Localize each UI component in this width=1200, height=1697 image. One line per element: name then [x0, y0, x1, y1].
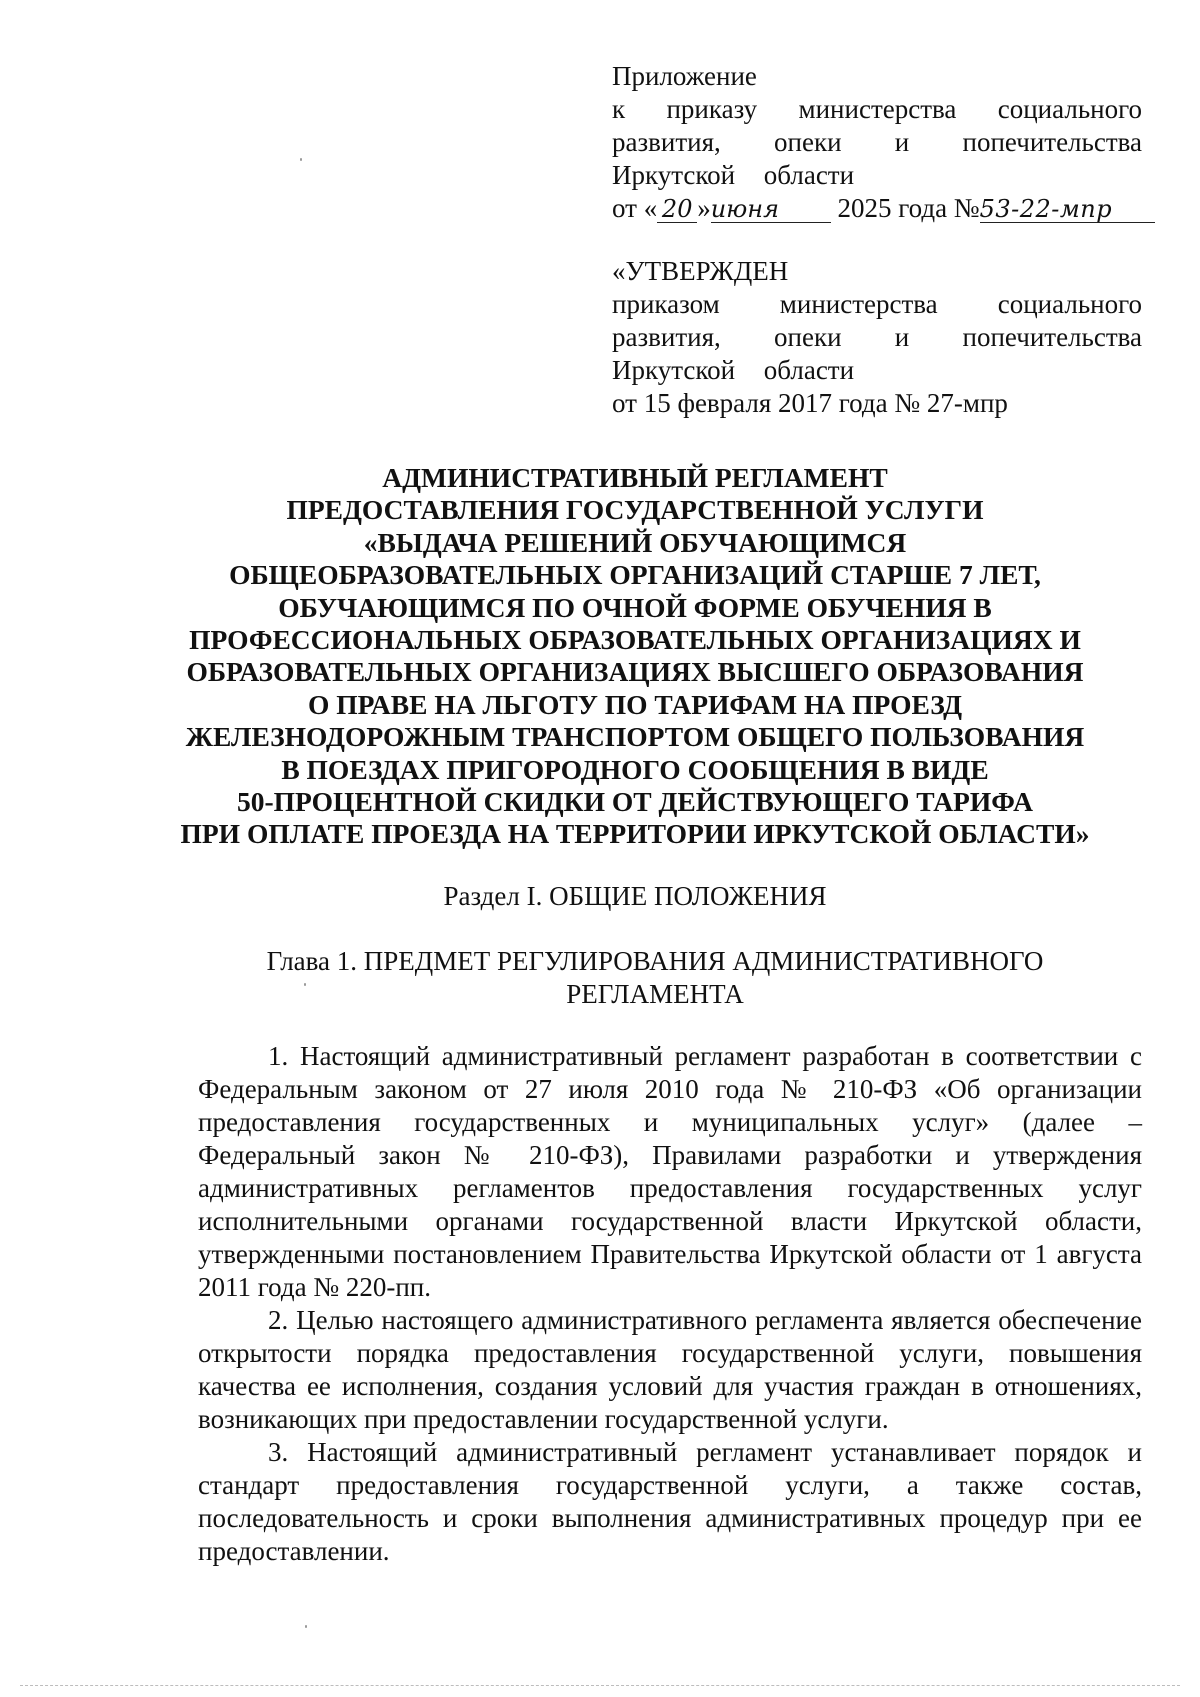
title-line-10: В ПОЕЗДАХ ПРИГОРОДНОГО СООБЩЕНИЯ В ВИДЕ	[281, 753, 989, 785]
title-line-12: ПРИ ОПЛАТЕ ПРОЕЗДА НА ТЕРРИТОРИИ ИРКУТСКОЙ ОБЛАСТИ»	[180, 818, 1090, 850]
title-line-4: ОБЩЕОБРАЗОВАТЕЛЬНЫХ ОРГАНИЗАЦИЙ СТАРШЕ 7 ЛЕТ,	[229, 559, 1041, 591]
approved-line-1: приказом министерства социального	[612, 289, 1142, 319]
paragraph-1: 1. Настоящий административный регламент разработан в соответствии с Федеральным законом от 27 июля 2010 года № 210-ФЗ «Об организации предоставления государственных и муниципальных услуг» (далее – Федеральный закон № 210-ФЗ), Правилами разработки и утверждения административных регламентов предоставления государственных услуг исполнительными органами государственной власти Иркутской области, утвержденными постановлением Правительства Иркутской области от 1 августа 2011 года № 220-пп.	[198, 1041, 1142, 1302]
order-day-handwritten: 20	[657, 196, 697, 223]
title-line-8: О ПРАВЕ НА ЛЬГОТУ ПО ТАРИФАМ НА ПРОЕЗД	[308, 688, 962, 720]
order-number-handwritten: 53-22-мпр	[980, 196, 1155, 223]
appendix-title: Приложение	[612, 61, 757, 91]
approved-line-4: от 15 февраля 2017 года № 27-мпр	[612, 388, 1008, 418]
document-title	[150, 462, 1120, 851]
appendix-line-2: развития, опеки и попечительства	[612, 127, 1142, 157]
title-line-5: ОБУЧАЮЩИМСЯ ПО ОЧНОЙ ФОРМЕ ОБУЧЕНИЯ В	[278, 591, 992, 623]
appendix-block	[612, 60, 1142, 420]
order-year-text: 2025 года №	[837, 193, 980, 223]
paragraph-3: 3. Настоящий административный регламент устанавливает порядок и стандарт предоставления государственной услуги, а также состав, последовательность и сроки выполнения административных процедур при ее предоставлении.	[198, 1437, 1142, 1566]
approved-line-3: Иркутской области	[612, 355, 855, 385]
approved-title: «УТВЕРЖДЕН	[612, 256, 789, 286]
scan-speck	[305, 1625, 307, 1628]
title-line-3: «ВЫДАЧА РЕШЕНИЙ ОБУЧАЮЩИМСЯ	[363, 526, 907, 558]
order-mid: »	[697, 193, 711, 223]
chapter-heading-line-1: Глава 1. ПРЕДМЕТ РЕГУЛИРОВАНИЯ АДМИНИСТРАТИВНОГО	[266, 946, 1044, 976]
title-line-9: ЖЕЛЕЗНОДОРОЖНЫМ ТРАНСПОРТОМ ОБЩЕГО ПОЛЬЗОВАНИЯ	[185, 721, 1085, 753]
scan-speck	[304, 983, 306, 986]
section-heading: Раздел I. ОБЩИЕ ПОЛОЖЕНИЯ	[443, 881, 827, 911]
title-line-2: ПРЕДОСТАВЛЕНИЯ ГОСУДАРСТВЕННОЙ УСЛУГИ	[286, 494, 984, 526]
title-line-11: 50-ПРОЦЕНТНОЙ СКИДКИ ОТ ДЕЙСТВУЮЩЕГО ТАРИФА	[236, 786, 1033, 818]
chapter-heading-line-2: РЕГЛАМЕНТА	[566, 979, 744, 1009]
title-line-1: АДМИНИСТРАТИВНЫЙ РЕГЛАМЕНТ	[382, 462, 888, 493]
appendix-line-3: Иркутской области	[612, 160, 855, 190]
appendix-gap	[612, 225, 1142, 255]
chapter-heading	[190, 945, 1120, 1011]
order-month-handwritten: июня	[711, 196, 831, 223]
scan-edge-line	[20, 1685, 1180, 1686]
title-line-7: ОБРАЗОВАТЕЛЬНЫХ ОРГАНИЗАЦИЯХ ВЫСШЕГО ОБРАЗОВАНИЯ	[186, 656, 1084, 688]
order-prefix: от «	[612, 193, 658, 223]
approved-line-2: развития, опеки и попечительства	[612, 322, 1142, 352]
appendix-order-line	[612, 192, 1142, 225]
appendix-line-1: к приказу министерства социального	[612, 94, 1142, 124]
scan-speck	[300, 158, 302, 161]
paragraph-2: 2. Целью настоящего административного регламента является обеспечение открытости порядка предоставления государственной услуги, повышения качества ее исполнения, создания условий для участия граждан в отношениях, возникающих при предоставлении государственной услуги.	[198, 1305, 1142, 1434]
document-body	[198, 1040, 1142, 1568]
title-line-6: ПРОФЕССИОНАЛЬНЫХ ОБРАЗОВАТЕЛЬНЫХ ОРГАНИЗАЦИЯХ И	[189, 624, 1081, 656]
